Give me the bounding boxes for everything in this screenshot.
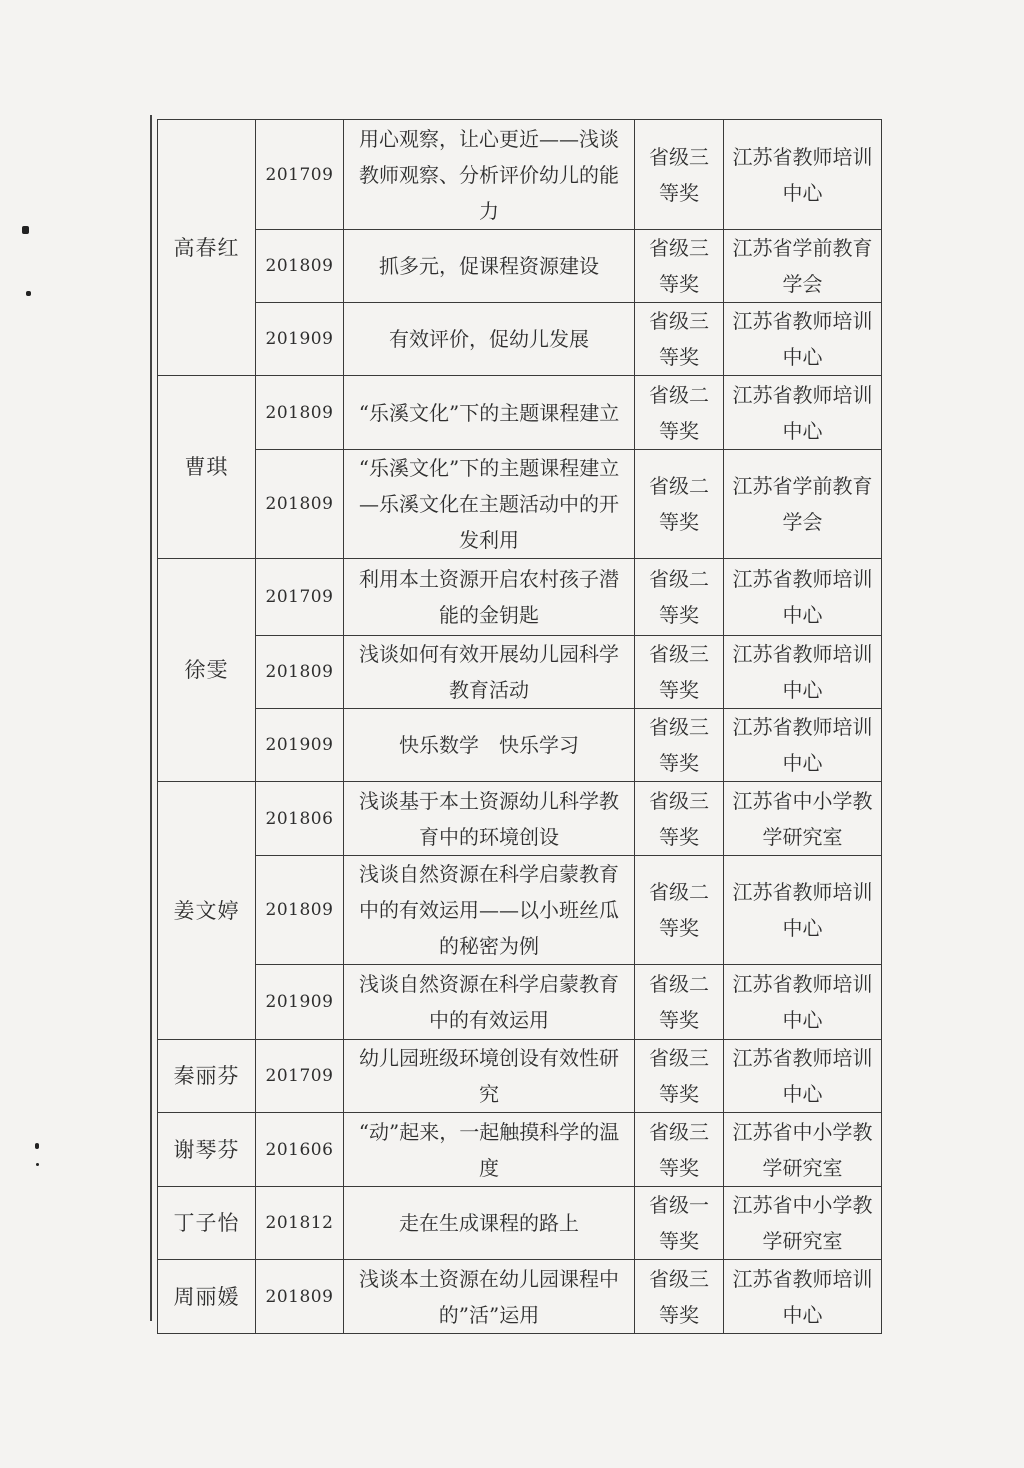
table-row (158, 1260, 882, 1334)
award-level: 省级二等奖 (635, 450, 724, 559)
date-cell: 201809 (256, 450, 344, 559)
table-row (158, 782, 882, 856)
author-name: 谢琴芬 (158, 1113, 256, 1187)
date-cell: 201709 (256, 120, 344, 230)
scan-speck (22, 226, 29, 234)
paper-title: 浅谈自然资源在科学启蒙教育中的有效运用 (344, 965, 635, 1040)
table-left-rule (150, 115, 152, 1321)
award-level: 省级三等奖 (635, 120, 724, 230)
date-cell: 201809 (256, 376, 344, 450)
award-org: 江苏省教师培训中心 (724, 559, 882, 636)
award-org: 江苏省中小学教学研究室 (724, 782, 882, 856)
paper-title: 走在生成课程的路上 (344, 1187, 635, 1260)
scan-speck (35, 1143, 39, 1149)
table-row (158, 230, 882, 303)
date-cell: 201809 (256, 230, 344, 303)
author-name: 高春红 (158, 120, 256, 376)
author-name: 丁子怡 (158, 1187, 256, 1260)
award-org: 江苏省教师培训中心 (724, 636, 882, 709)
award-org: 江苏省教师培训中心 (724, 376, 882, 450)
paper-title: 浅谈如何有效开展幼儿园科学教育活动 (344, 636, 635, 709)
paper-title: 利用本土资源开启农村孩子潜能的金钥匙 (344, 559, 635, 636)
award-table-body (158, 120, 882, 1334)
award-org: 江苏省中小学教学研究室 (724, 1187, 882, 1260)
paper-title: 幼儿园班级环境创设有效性研究 (344, 1040, 635, 1113)
award-org: 江苏省教师培训中心 (724, 856, 882, 965)
award-level: 省级二等奖 (635, 559, 724, 636)
award-org: 江苏省教师培训中心 (724, 120, 882, 230)
table-row (158, 450, 882, 559)
paper-title: 浅谈自然资源在科学启蒙教育中的有效运用——以小班丝瓜的秘密为例 (344, 856, 635, 965)
award-level: 省级三等奖 (635, 709, 724, 782)
award-level: 省级三等奖 (635, 1040, 724, 1113)
date-cell: 201806 (256, 782, 344, 856)
award-org: 江苏省教师培训中心 (724, 965, 882, 1040)
award-level: 省级三等奖 (635, 782, 724, 856)
table-row (158, 559, 882, 636)
award-level: 省级三等奖 (635, 1113, 724, 1187)
paper-title: 有效评价，促幼儿发展 (344, 303, 635, 376)
date-cell: 201606 (256, 1113, 344, 1187)
award-org: 江苏省教师培训中心 (724, 303, 882, 376)
award-org: 江苏省教师培训中心 (724, 1260, 882, 1334)
award-table (157, 119, 882, 1334)
paper-title: “乐溪文化”下的主题课程建立 (344, 376, 635, 450)
paper-title: “动”起来，一起触摸科学的温度 (344, 1113, 635, 1187)
author-name: 周丽媛 (158, 1260, 256, 1334)
date-cell: 201809 (256, 856, 344, 965)
award-level: 省级三等奖 (635, 1260, 724, 1334)
table-row (158, 303, 882, 376)
table-row (158, 376, 882, 450)
table-row (158, 120, 882, 230)
date-cell: 201909 (256, 303, 344, 376)
table-row (158, 636, 882, 709)
award-level: 省级一等奖 (635, 1187, 724, 1260)
table-row (158, 709, 882, 782)
author-name: 秦丽芬 (158, 1040, 256, 1113)
author-name: 曹琪 (158, 376, 256, 559)
award-level: 省级二等奖 (635, 965, 724, 1040)
date-cell: 201709 (256, 1040, 344, 1113)
scan-speck (26, 291, 31, 296)
table-row (158, 1187, 882, 1260)
paper-title: 用心观察，让心更近——浅谈教师观察、分析评价幼儿的能力 (344, 120, 635, 230)
paper-title: 浅谈本土资源在幼儿园课程中的”活”运用 (344, 1260, 635, 1334)
author-name: 姜文婷 (158, 782, 256, 1040)
author-name: 徐雯 (158, 559, 256, 782)
award-level: 省级二等奖 (635, 856, 724, 965)
award-org: 江苏省教师培训中心 (724, 1040, 882, 1113)
table-row (158, 1040, 882, 1113)
award-org: 江苏省中小学教学研究室 (724, 1113, 882, 1187)
paper-title: 抓多元，促课程资源建设 (344, 230, 635, 303)
award-org: 江苏省学前教育学会 (724, 450, 882, 559)
date-cell: 201812 (256, 1187, 344, 1260)
table-row (158, 1113, 882, 1187)
award-org: 江苏省学前教育学会 (724, 230, 882, 303)
paper-title: 快乐数学 快乐学习 (344, 709, 635, 782)
award-level: 省级三等奖 (635, 230, 724, 303)
date-cell: 201809 (256, 636, 344, 709)
award-level: 省级三等奖 (635, 636, 724, 709)
award-level: 省级三等奖 (635, 303, 724, 376)
table-row (158, 856, 882, 965)
scan-speck (36, 1163, 39, 1166)
award-table-frame (150, 115, 881, 1327)
paper-title: “乐溪文化”下的主题课程建立—乐溪文化在主题活动中的开发利用 (344, 450, 635, 559)
date-cell: 201809 (256, 1260, 344, 1334)
date-cell: 201709 (256, 559, 344, 636)
paper-title: 浅谈基于本土资源幼儿科学教育中的环境创设 (344, 782, 635, 856)
award-level: 省级二等奖 (635, 376, 724, 450)
award-org: 江苏省教师培训中心 (724, 709, 882, 782)
table-row (158, 965, 882, 1040)
date-cell: 201909 (256, 709, 344, 782)
date-cell: 201909 (256, 965, 344, 1040)
